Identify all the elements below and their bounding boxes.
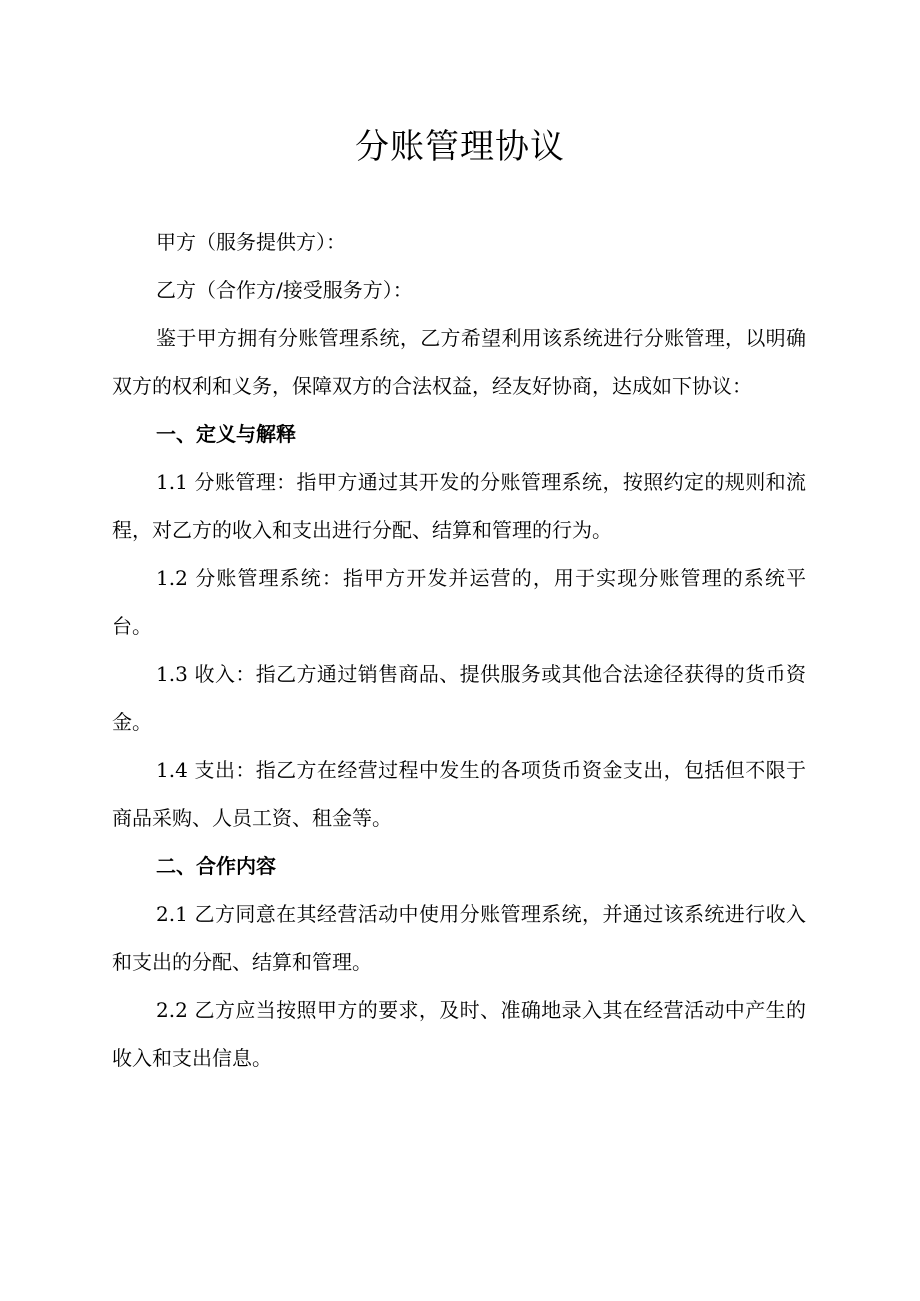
clause-2-1: 2.1 乙方同意在其经营活动中使用分账管理系统，并通过该系统进行收入和支出的分配、结算和管理。 xyxy=(112,902,806,974)
clause-1-3: 1.3 收入：指乙方通过销售商品、提供服务或其他合法途径获得的货币资金。 xyxy=(112,662,806,734)
clause-2-2: 2.2 乙方应当按照甲方的要求，及时、准确地录入其在经营活动中产生的收入和支出信息。 xyxy=(112,998,806,1070)
clause-1-1: 1.1 分账管理：指甲方通过其开发的分账管理系统，按照约定的规则和流程，对乙方的收入和支出进行分配、结算和管理的行为。 xyxy=(112,470,806,542)
section-heading-cooperation: 二、合作内容 xyxy=(156,854,276,878)
party-a-line: 甲方（服务提供方）： xyxy=(156,230,346,254)
party-b-line: 乙方（合作方/接受服务方）： xyxy=(156,278,413,302)
section-heading-definitions: 一、定义与解释 xyxy=(156,422,296,446)
document-title: 分账管理协议 xyxy=(355,127,565,167)
clause-1-4: 1.4 支出：指乙方在经营过程中发生的各项货币资金支出，包括但不限于商品采购、人员工资、租金等。 xyxy=(112,758,806,830)
document-body xyxy=(112,218,806,1082)
preamble-paragraph: 鉴于甲方拥有分账管理系统，乙方希望利用该系统进行分账管理，以明确双方的权利和义务，保障双方的合法权益，经友好协商，达成如下协议： xyxy=(112,326,806,398)
clause-1-2: 1.2 分账管理系统：指甲方开发并运营的，用于实现分账管理的系统平台。 xyxy=(112,566,806,638)
